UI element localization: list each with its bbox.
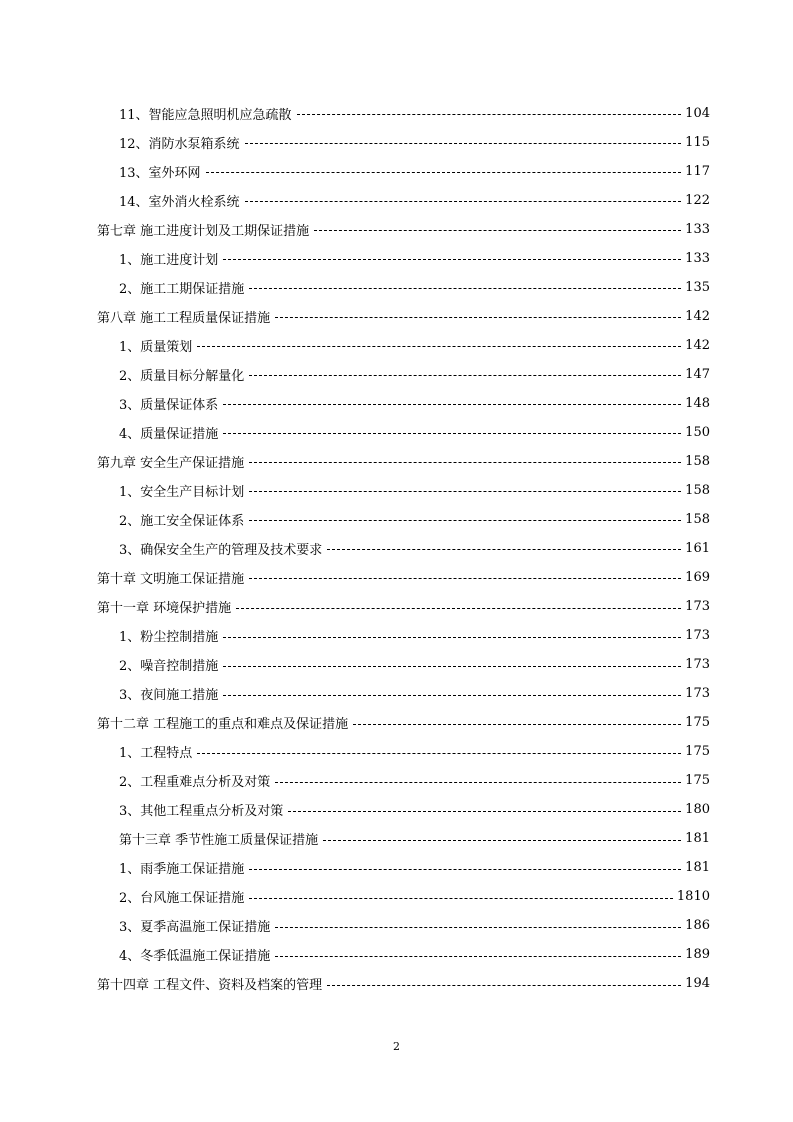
toc-entry-page: 133 bbox=[685, 221, 710, 237]
toc-entry-title: 2、工程重难点分析及对策 bbox=[119, 775, 271, 791]
toc-entry-title: 第七章 施工进度计划及工期保证措施 bbox=[97, 223, 310, 239]
toc-leader-dashes bbox=[249, 461, 681, 463]
toc-entry-title: 第九章 安全生产保证措施 bbox=[97, 455, 245, 471]
toc-section-entry[interactable] bbox=[119, 509, 710, 529]
toc-entry-page: 142 bbox=[685, 337, 710, 353]
toc-entry-title: 2、噪音控制措施 bbox=[119, 659, 219, 675]
toc-leader-dashes bbox=[249, 897, 673, 899]
toc-entry-title: 1、质量策划 bbox=[119, 339, 193, 355]
toc-entry-page: 158 bbox=[685, 482, 710, 498]
toc-entry-title: 1、雨季施工保证措施 bbox=[119, 862, 245, 878]
toc-entry-page: 186 bbox=[685, 918, 710, 934]
toc-section-entry[interactable] bbox=[119, 161, 710, 181]
toc-entry-page: 1810 bbox=[676, 889, 710, 905]
toc-section-entry[interactable] bbox=[119, 277, 710, 297]
toc-leader-dashes bbox=[249, 519, 681, 521]
toc-entry-title: 3、夜间施工措施 bbox=[119, 688, 219, 704]
toc-entry-title: 2、施工安全保证体系 bbox=[119, 513, 245, 529]
toc-entry-title: 第八章 施工工程质量保证措施 bbox=[97, 310, 271, 326]
toc-section-entry[interactable] bbox=[119, 742, 710, 762]
toc-section-entry[interactable] bbox=[119, 103, 710, 123]
toc-entry-page: 158 bbox=[685, 511, 710, 527]
toc-section-entry[interactable] bbox=[119, 945, 710, 965]
toc-section-entry[interactable] bbox=[119, 626, 710, 646]
toc-entry-page: 173 bbox=[685, 686, 710, 702]
toc-entry-title: 第十三章 季节性施工质量保证措施 bbox=[119, 833, 319, 849]
toc-chapter-entry[interactable] bbox=[97, 306, 710, 326]
toc-leader-dashes bbox=[275, 955, 681, 957]
toc-section-entry[interactable] bbox=[119, 916, 710, 936]
toc-entry-page: 161 bbox=[685, 540, 710, 556]
toc-leader-dashes bbox=[249, 374, 681, 376]
toc-chapter-entry[interactable] bbox=[97, 451, 710, 471]
toc-entry-title: 1、施工进度计划 bbox=[119, 252, 219, 268]
toc-section-entry[interactable] bbox=[119, 655, 710, 675]
toc-leader-dashes bbox=[249, 577, 681, 579]
toc-entry-title: 3、质量保证体系 bbox=[119, 397, 219, 413]
toc-leader-dashes bbox=[323, 839, 681, 841]
toc-entry-page: 150 bbox=[685, 424, 710, 440]
toc-entry-title: 1、安全生产目标计划 bbox=[119, 484, 245, 500]
toc-entry-page: 147 bbox=[685, 366, 710, 382]
toc-entry-title: 第十四章 工程文件、资料及档案的管理 bbox=[97, 978, 323, 994]
toc-chapter-entry[interactable] bbox=[97, 219, 710, 239]
toc-section-entry[interactable] bbox=[119, 248, 710, 268]
toc-entry-title: 12、消防水泵箱系统 bbox=[119, 136, 240, 152]
toc-leader-dashes bbox=[223, 258, 681, 260]
toc-chapter-entry[interactable] bbox=[97, 567, 710, 587]
toc-section-entry[interactable] bbox=[119, 887, 710, 907]
toc-entry-page: 181 bbox=[685, 831, 710, 847]
toc-entry-page: 117 bbox=[685, 163, 710, 179]
toc-leader-dashes bbox=[245, 200, 682, 202]
toc-entry-title: 第十章 文明施工保证措施 bbox=[97, 571, 245, 587]
toc-entry-page: 173 bbox=[685, 657, 710, 673]
toc-entry-title: 第十二章 工程施工的重点和难点及保证措施 bbox=[97, 717, 349, 733]
toc-section-entry[interactable] bbox=[119, 480, 710, 500]
toc-leader-dashes bbox=[353, 723, 681, 725]
toc-entry-title: 13、室外环网 bbox=[119, 165, 201, 181]
toc-entry-page: 148 bbox=[685, 395, 710, 411]
toc-entry-title: 2、台风施工保证措施 bbox=[119, 891, 245, 907]
toc-leader-dashes bbox=[223, 636, 681, 638]
toc-leader-dashes bbox=[327, 548, 681, 550]
toc-entry-page: 122 bbox=[685, 192, 710, 208]
toc-entry-page: 169 bbox=[685, 569, 710, 585]
toc-section-entry[interactable] bbox=[119, 538, 710, 558]
toc-entry-page: 135 bbox=[685, 279, 710, 295]
toc-leader-dashes bbox=[297, 113, 682, 115]
toc-entry-page: 181 bbox=[685, 860, 710, 876]
toc-section-entry[interactable] bbox=[119, 422, 710, 442]
toc-section-entry[interactable] bbox=[119, 393, 710, 413]
toc-section-entry[interactable] bbox=[119, 132, 710, 152]
toc-entry-title: 1、粉尘控制措施 bbox=[119, 630, 219, 646]
toc-leader-dashes bbox=[197, 345, 681, 347]
toc-entry-page: 175 bbox=[685, 715, 710, 731]
page-number: 2 bbox=[393, 1040, 400, 1053]
toc-entry-page: 173 bbox=[685, 628, 710, 644]
toc-leader-dashes bbox=[275, 926, 681, 928]
toc-leader-dashes bbox=[197, 752, 681, 754]
toc-entry-title: 14、室外消火栓系统 bbox=[119, 194, 240, 210]
toc-entry-page: 173 bbox=[685, 599, 710, 614]
toc-leader-dashes bbox=[314, 229, 681, 231]
toc-section-entry[interactable] bbox=[119, 364, 710, 384]
toc-entry-page: 115 bbox=[685, 134, 710, 150]
toc-leader-dashes bbox=[223, 665, 681, 667]
toc-leader-dashes bbox=[245, 142, 682, 144]
toc-entry-title: 2、质量目标分解量化 bbox=[119, 368, 245, 384]
toc-entry-page: 175 bbox=[685, 773, 710, 789]
toc-leader-dashes bbox=[249, 868, 681, 870]
toc-section-entry[interactable] bbox=[119, 335, 710, 355]
toc-leader-dashes bbox=[327, 984, 681, 986]
toc-leader-dashes bbox=[223, 432, 681, 434]
toc-leader-dashes bbox=[223, 403, 681, 405]
toc-entry-page: 142 bbox=[685, 308, 710, 324]
toc-entry-title: 1、工程特点 bbox=[119, 746, 193, 762]
toc-entry-page: 194 bbox=[685, 976, 710, 992]
toc-entry-page: 133 bbox=[685, 250, 710, 266]
toc-chapter-entry[interactable] bbox=[97, 713, 710, 733]
toc-entry-page: 158 bbox=[685, 453, 710, 469]
toc-entry-title: 3、确保安全生产的管理及技术要求 bbox=[119, 542, 323, 558]
toc-section-entry[interactable] bbox=[119, 800, 710, 820]
toc-entry-page: 180 bbox=[685, 802, 710, 818]
toc-section-entry[interactable] bbox=[119, 829, 710, 849]
toc-section-entry[interactable] bbox=[119, 858, 710, 878]
toc-entry-title: 4、质量保证措施 bbox=[119, 426, 219, 442]
toc-entry-title: 3、夏季高温施工保证措施 bbox=[119, 920, 271, 936]
toc-entry-page: 189 bbox=[685, 947, 710, 963]
toc-leader-dashes bbox=[275, 781, 681, 783]
toc-section-entry[interactable] bbox=[119, 684, 710, 704]
toc-entry-page: 175 bbox=[685, 744, 710, 760]
toc-chapter-entry[interactable] bbox=[97, 974, 710, 994]
toc-leader-dashes bbox=[223, 694, 681, 696]
toc-section-entry[interactable] bbox=[119, 190, 710, 210]
toc-leader-dashes bbox=[206, 171, 682, 173]
toc-section-entry[interactable] bbox=[119, 771, 710, 791]
toc-entry-title: 4、冬季低温施工保证措施 bbox=[119, 949, 271, 965]
toc-leader-dashes bbox=[288, 810, 681, 812]
toc-entry-title: 3、其他工程重点分析及对策 bbox=[119, 804, 284, 820]
toc-entry-title: 第十一章 环境保护措施 bbox=[97, 601, 232, 616]
toc-entry-page: 104 bbox=[685, 105, 710, 121]
toc-entry-title: 2、施工工期保证措施 bbox=[119, 281, 245, 297]
toc-chapter-entry[interactable] bbox=[97, 597, 710, 617]
toc-entry-title: 11、智能应急照明机应急疏散 bbox=[119, 107, 292, 123]
toc-leader-dashes bbox=[236, 607, 681, 609]
toc-leader-dashes bbox=[249, 287, 681, 289]
toc-leader-dashes bbox=[249, 490, 681, 492]
toc-leader-dashes bbox=[275, 316, 681, 318]
